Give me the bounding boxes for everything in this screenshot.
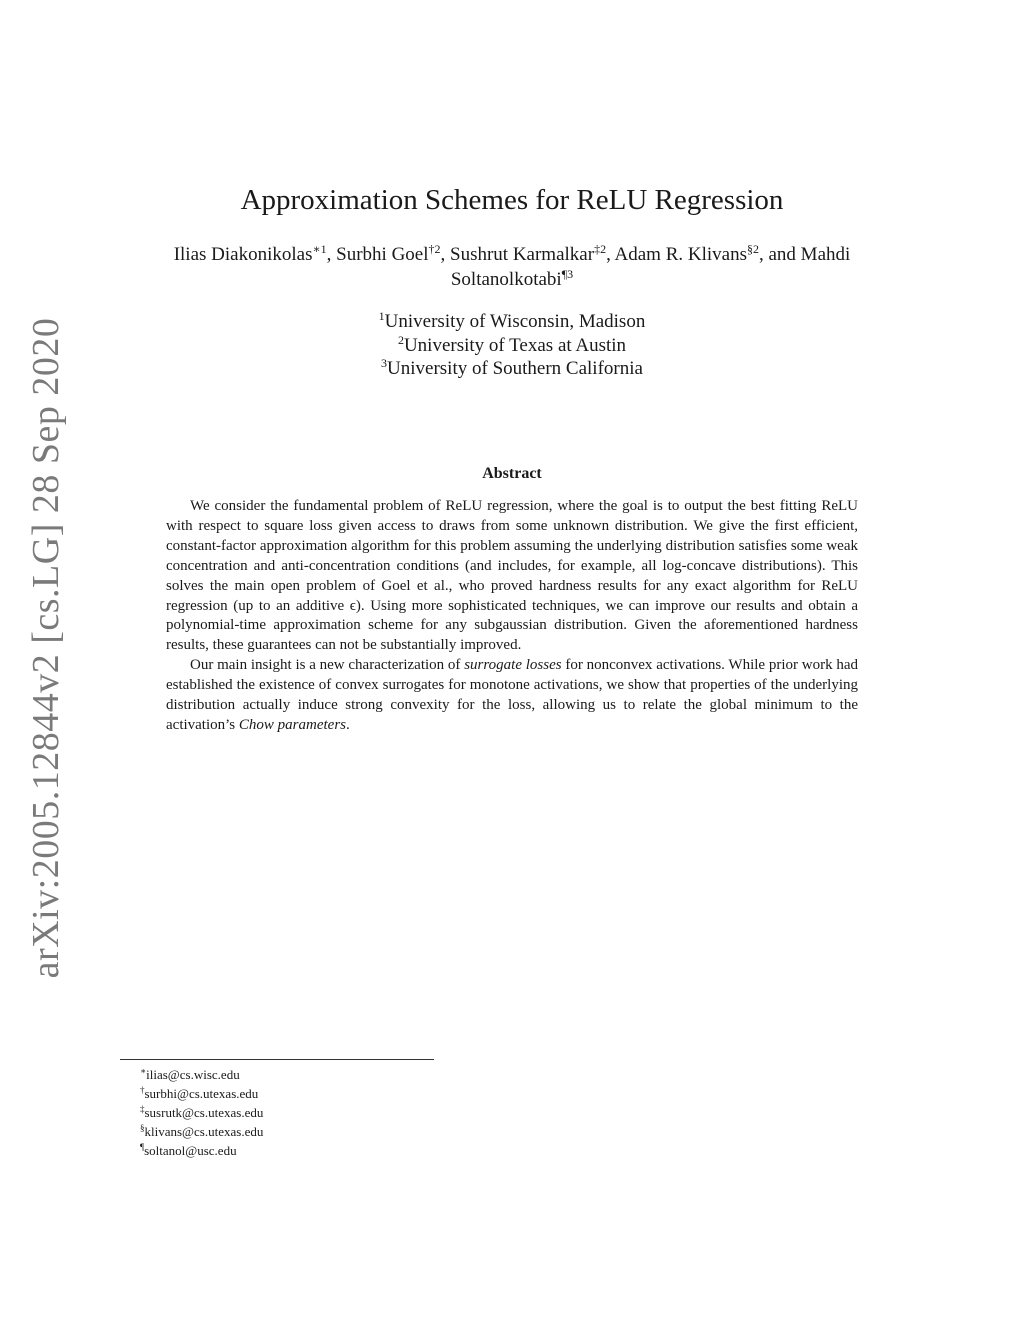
footnote-item	[140, 1141, 263, 1160]
abstract-body	[166, 497, 858, 736]
affiliation-number: 3	[381, 356, 388, 370]
affiliation-item	[0, 310, 1024, 334]
abstract-text: for nonconvex activations. While prior work had established the existence of convex surrogates for monotone activations, we show that properties of the underlying distribution actually induce strong convexity for the loss, allowing us to relate the global minimum to the activation’s	[166, 657, 859, 733]
author-list	[120, 242, 904, 292]
author-marker: †2	[428, 242, 441, 256]
abstract-paragraph: We consider the fundamental problem of ReLU regression, where the goal is to output the best fitting ReLU with respect to square loss given access to draws from some unknown distribution. We give the first efficient, constant-factor approximation algorithm for this problem assuming the underlying distribution satisfies some weak concentration and anti-concentration conditions (and includes, for example, all log-concave distributions). This solves the main open problem of Goel et al., who proved hardness results for any exact algorithm for ReLU regression (up to an additive ϵ). Using more sophisticated techniques, we can improve our results and obtain a polynomial-time approximation scheme for any subgaussian distribution. Given the aforementioned hardness results, these guarantees can not be substantially improved.	[166, 498, 858, 654]
footnote-divider	[120, 1059, 434, 1060]
affiliation-list	[0, 310, 1024, 381]
author-name: Adam R. Klivans	[614, 244, 747, 265]
footnote-email: susrutk@cs.utexas.edu	[144, 1105, 264, 1120]
footnote-marker: ∗	[140, 1066, 147, 1076]
footnote-marker: †	[140, 1085, 145, 1095]
author-marker: §2	[746, 242, 759, 256]
footnote-item	[140, 1103, 263, 1122]
author-name: Sushrut Karmalkar	[450, 244, 595, 265]
author-separator: ,	[440, 244, 450, 265]
abstract-text: .	[346, 716, 350, 733]
footnote-item	[140, 1122, 263, 1141]
affiliation-item	[0, 334, 1024, 358]
abstract-heading: Abstract	[482, 465, 542, 482]
abstract-paragraph	[166, 656, 858, 736]
affiliation-number: 1	[378, 309, 385, 323]
footnote-marker: ‡	[140, 1104, 145, 1114]
abstract-text: Our main insight is a new characterization of	[190, 657, 465, 674]
footnote-marker: §	[140, 1123, 145, 1133]
author-separator: ,	[326, 244, 337, 265]
footnote-email: klivans@cs.utexas.edu	[144, 1124, 264, 1139]
emphasized-term: Chow parameters	[238, 716, 346, 733]
footnote-marker: ¶	[140, 1142, 145, 1152]
affiliation-item	[0, 357, 1024, 381]
footnote-email: ilias@cs.wisc.edu	[146, 1067, 240, 1082]
author-marker: ‡2	[594, 242, 607, 256]
author-name: Mahdi Soltanolkotabi	[450, 244, 851, 290]
affiliation-name: University of Wisconsin, Madison	[384, 311, 646, 332]
author-marker: ∗1	[312, 242, 327, 256]
emphasized-term: surrogate losses	[464, 657, 562, 674]
author-name: Ilias Diakonikolas	[173, 244, 313, 265]
author-name: Surbhi Goel	[336, 244, 429, 265]
affiliation-name: University of Texas at Austin	[403, 334, 627, 356]
footnote-email: surbhi@cs.utexas.edu	[144, 1086, 259, 1101]
author-separator: ,	[606, 244, 615, 265]
footnote-item	[140, 1065, 263, 1084]
footnote-item	[140, 1084, 263, 1103]
author-separator: , and	[758, 244, 801, 265]
arxiv-identifier: arXiv:2005.12844v2 [cs.LG] 28 Sep 2020	[25, 317, 67, 979]
footnote-list	[140, 1065, 263, 1160]
paper-title: Approximation Schemes for ReLU Regression	[240, 184, 784, 216]
affiliation-name: University of Southern California	[387, 358, 643, 379]
footnote-email: soltanol@usc.edu	[144, 1143, 237, 1158]
author-marker: ¶3	[561, 267, 574, 281]
affiliation-number: 2	[397, 332, 404, 347]
